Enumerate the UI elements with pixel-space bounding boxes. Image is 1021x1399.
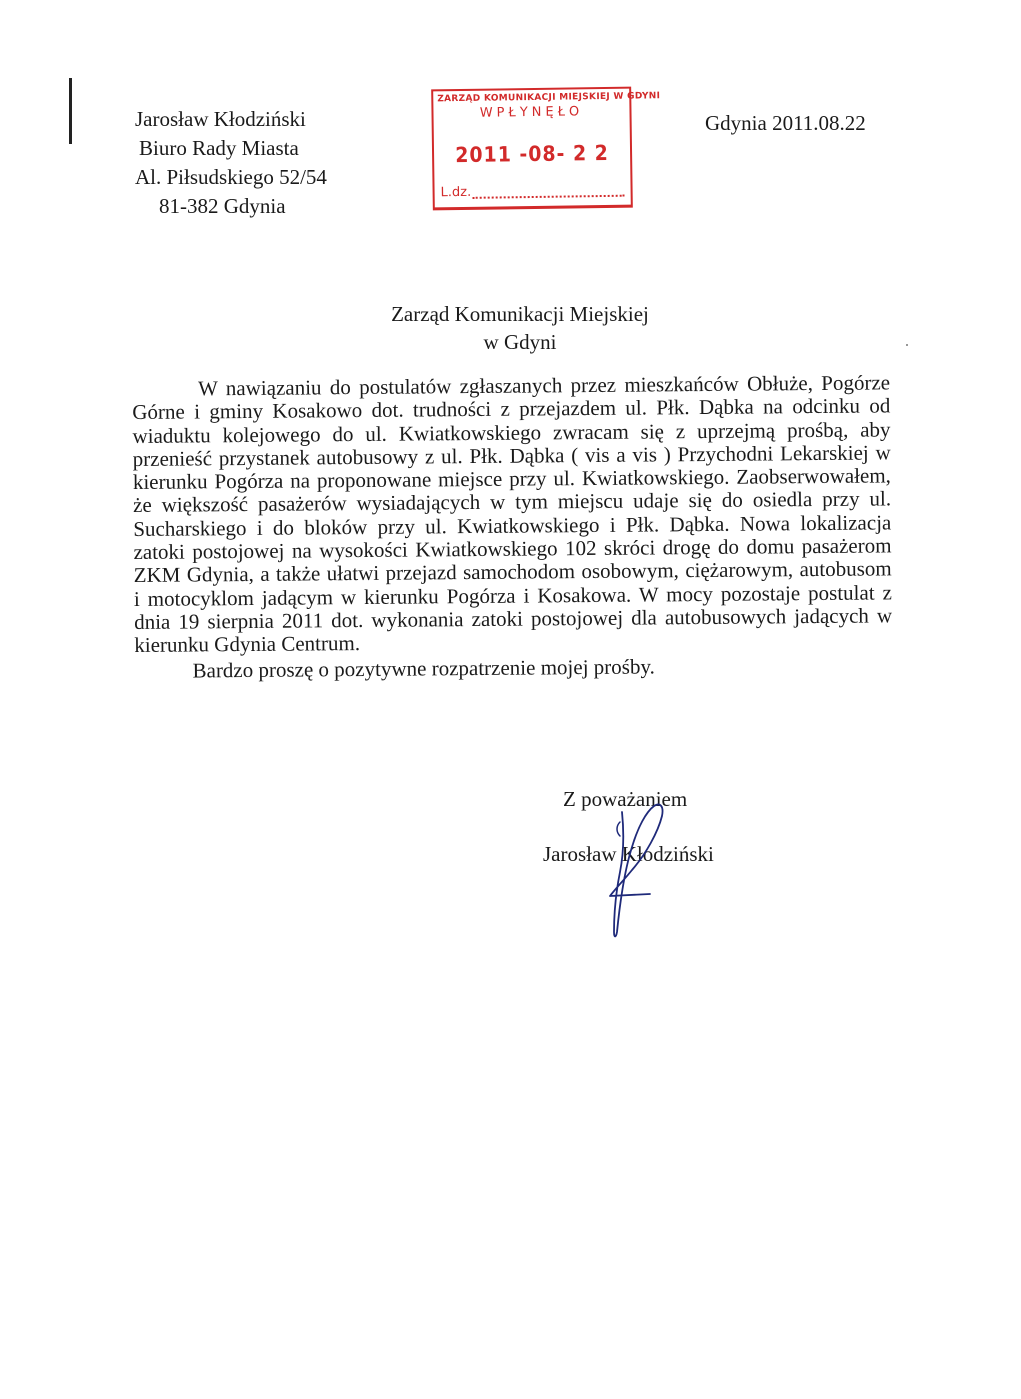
stamp-organization: ZARZĄD KOMUNIKACJI MIEJSKIEJ W GDYNI — [437, 91, 661, 105]
sender-city: 81-382 Gdynia — [159, 194, 286, 218]
signer-name: Jarosław Kłodziński — [543, 842, 714, 866]
scan-margin-mark — [69, 78, 72, 144]
scan-speck — [906, 344, 908, 346]
body-paragraph-2: Bardzo proszę o pozytywne rozpatrzenie mojej prośby. — [192, 654, 655, 683]
body-paragraph-1: W nawiązaniu do postulatów zgłaszanych przez mieszkańców Obłuże, Pogórze Górne i gminy Kosakowo dot. trudności z przejazdem ul. Płk. Dąbka na odcinku od wiaduktu kolejowego do ul. Kwiatkowskiego zwracam się z uprzejmą prośbą, aby przenieść przystanek autobusowy z ul. Płk. Dąbka ( vis a vis ) Przychodni Lekarskiej w kierunku Pogórza na proponowane miejsce przy ul. Kwiatkowskiego. Zaobserwowałem, że większość pasażerów wysiadających w tym miejscu udaje się do osiedla przy ul. Sucharskiego i do bloków przy ul. Kwiatkowskiego i Płk. Dąbka. Nowa lokalizacja zatoki postojowej na wysokości Kwiatkowskiego 102 skróci drogę do domu pasażerom ZKM Gdynia, a także ułatwi przejazd samochodom osobowym, ciężarowym, autobusom i motocyklom jadącym w kierunku Pogórza i Kosakowa. W mocy pozostaje postulat z dnia 19 sierpnia 2011 dot. wykonania zatoki postojowej dla autobusowych jadących w kierunku Gdynia Centrum. — [132, 370, 893, 658]
recipient-block — [370, 300, 670, 356]
handwritten-signature — [580, 792, 680, 942]
letter-date: Gdynia 2011.08.22 — [705, 111, 866, 135]
stamp-ldz-label: L.dz. — [440, 184, 472, 201]
letter-body — [132, 371, 893, 682]
closing-salutation: Z poważaniem — [563, 787, 688, 811]
recipient-line-1: Zarząd Komunikacji Miejskiej — [391, 302, 649, 326]
sender-street: Al. Piłsudskiego 52/54 — [135, 165, 327, 189]
sender-name: Jarosław Kłodziński — [135, 107, 306, 131]
stamp-date: 2011 -08- 2 2 — [455, 140, 610, 168]
stamp-received-label: WPŁYNĘŁO — [479, 104, 584, 121]
sender-address-block — [135, 105, 327, 221]
recipient-line-2: w Gdyni — [483, 330, 557, 354]
sender-office: Biuro Rady Miasta — [139, 136, 299, 160]
received-stamp — [431, 87, 661, 211]
stamp-ldz-dotted-line — [473, 195, 625, 199]
